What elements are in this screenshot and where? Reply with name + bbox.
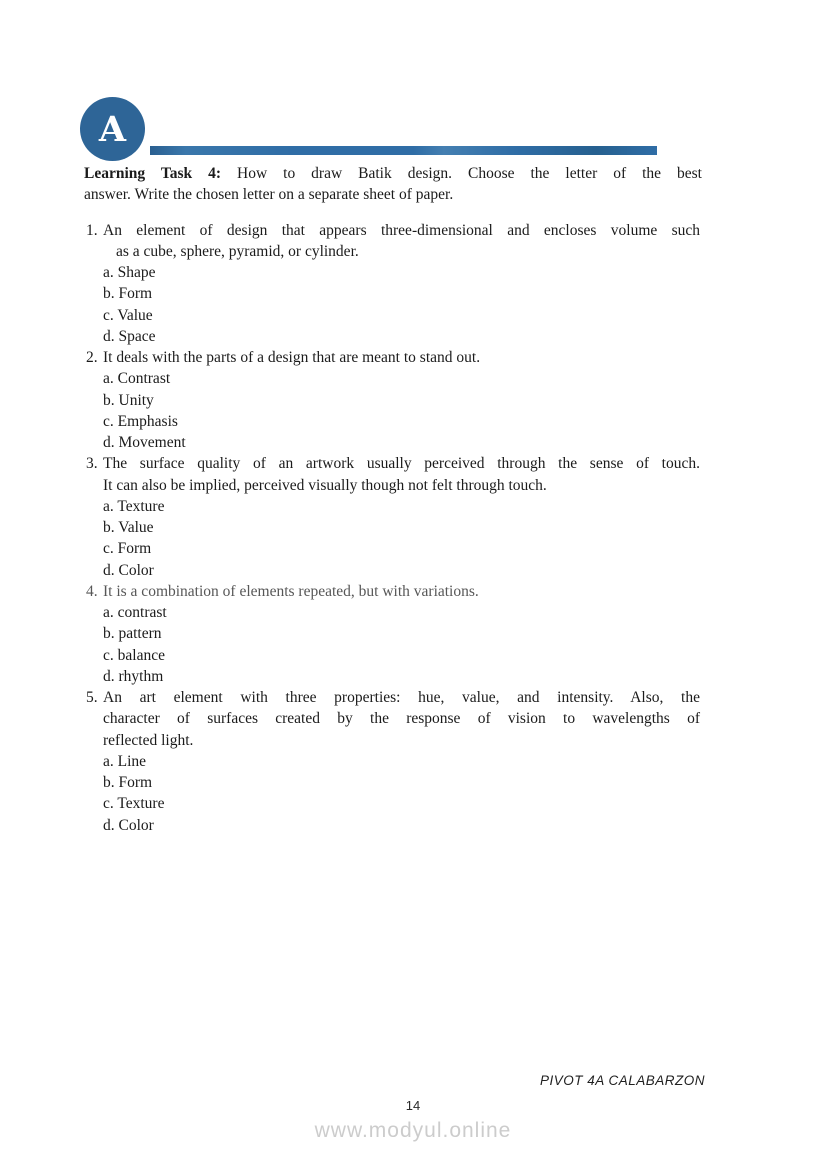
question-number: 2. [86, 349, 98, 366]
question-item-5 [86, 687, 700, 836]
choice-option: b. pattern [103, 625, 162, 643]
choice-option: c. Value [103, 306, 153, 324]
question-item-4 [86, 581, 700, 687]
question-line: 1. An element of design that appears three-dimensional and encloses volume such [103, 220, 700, 241]
choice-option: d. Space [103, 327, 156, 345]
choice-option: d. Color [103, 816, 154, 834]
question-line: reflected light. [103, 731, 194, 749]
question-line: as a cube, sphere, pyramid, or cylinder. [116, 242, 359, 260]
question-number: 3. [86, 455, 98, 473]
watermark: www.modyul.online [314, 1119, 512, 1142]
page-number: 14 [405, 1098, 421, 1113]
choice-option: c. Form [103, 540, 152, 558]
choice-option: a. Contrast [103, 370, 171, 388]
worksheet-content [84, 163, 702, 836]
choice-option: d. Movement [103, 434, 186, 451]
task-intro-text: How to draw Batik design. Choose the letter of the best [237, 165, 702, 182]
choice-option: c. balance [103, 646, 165, 664]
question-line: 4. It is a combination of elements repeated, but with variations. [103, 581, 700, 602]
question-line: 3. The surface quality of an artwork usually perceived through the sense of touch. [103, 453, 700, 474]
choice-option: a. Line [103, 752, 147, 770]
question-number: 4. [86, 582, 98, 600]
choice-option: b. Value [103, 519, 154, 536]
task-intro-line-1 [84, 163, 702, 184]
question-line: character of surfaces created by the response of vision to wavelengths of [103, 710, 700, 728]
choice-option: b. Form [103, 774, 153, 791]
questions-list [86, 220, 700, 836]
choice-option: a. Shape [103, 264, 156, 281]
question-item-3 [86, 453, 700, 581]
question-number: 5. [86, 689, 98, 706]
choice-option: b. Form [103, 285, 153, 303]
header-rule [150, 146, 657, 155]
choice-option: a. Texture [103, 497, 165, 515]
question-item-2 [86, 347, 700, 453]
choice-option: d. Color [103, 561, 154, 579]
badge-letter: A [98, 108, 127, 150]
choice-option: b. Unity [103, 391, 154, 409]
task-label: Learning Task 4: [84, 165, 222, 182]
question-number: 1. [86, 221, 98, 239]
task-intro [84, 163, 702, 206]
question-line: 2. It deals with the parts of a design that are meant to stand out. [103, 347, 700, 368]
footer-brand: PIVOT 4A CALABARZON [539, 1073, 705, 1088]
task-intro-line-2: answer. Write the chosen letter on a separate sheet of paper. [84, 186, 454, 204]
choice-option: d. rhythm [103, 667, 164, 685]
question-line: 5. An art element with three properties: hue, value, and intensity. Also, the [103, 687, 700, 708]
choice-option: c. Texture [103, 795, 165, 813]
task-badge [80, 97, 145, 161]
question-item-1 [86, 220, 700, 348]
choice-option: a. contrast [103, 604, 167, 621]
question-line: It can also be implied, perceived visually though not felt through touch. [103, 476, 547, 494]
choice-option: c. Emphasis [103, 412, 178, 430]
